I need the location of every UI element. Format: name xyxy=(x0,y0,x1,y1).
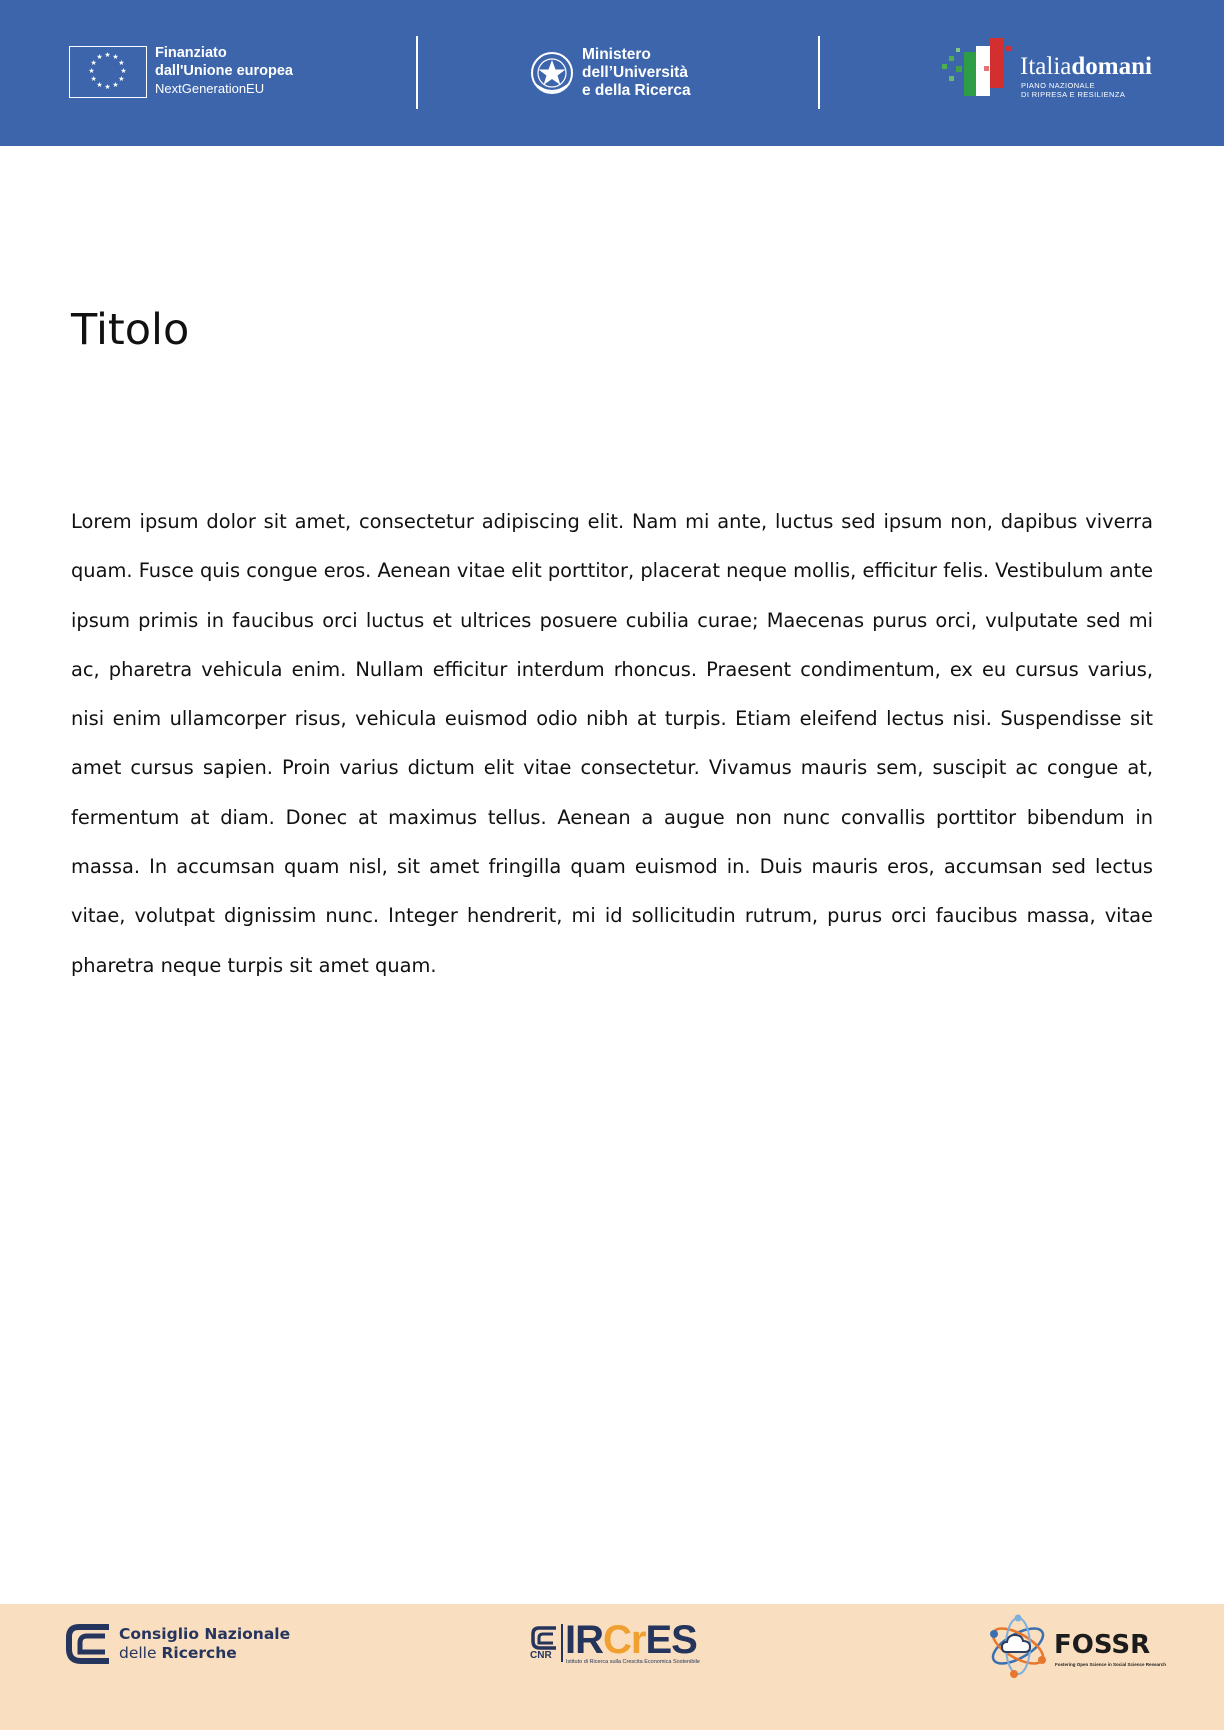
italiadomani-sub-2: DI RIPRESA E RESILIENZA xyxy=(1021,89,1126,99)
funding-header xyxy=(0,0,1224,146)
ministry-logo xyxy=(527,44,707,102)
italiadomani-logo xyxy=(940,36,1155,102)
partners-footer xyxy=(0,1604,1224,1730)
italiadomani-sub-1: PIANO NAZIONALE xyxy=(1021,81,1095,90)
ircres-cnr-label: CNR xyxy=(530,1650,552,1661)
ircres-separator xyxy=(561,1624,563,1662)
fossr-name: FOSSR xyxy=(1054,1630,1151,1660)
cnr-emblem-icon xyxy=(65,1619,113,1667)
header-divider xyxy=(416,36,418,109)
header-divider xyxy=(818,36,820,109)
ircres-logo xyxy=(530,1618,700,1668)
italiadomani-flag-icon xyxy=(940,36,1015,102)
svg-text:★: ★ xyxy=(112,53,119,62)
fossr-logo xyxy=(984,1612,1167,1680)
document-body: Lorem ipsum dolor sit amet, consectetur adipiscing elit. Nam mi ante, luctus sed ipsum non, dapibus viverra quam. Fusce quis congue eros. Aenean vitae elit porttitor, placerat neque mollis, efficitur felis. Vestibulum ante ipsum primis in faucibus orci luctus et ultrices posuere cubilia curae; Maecenas purus orci, vulputate sed mi ac, pharetra vehicula enim. Nullam efficitur interdum rhoncus. Praesent condimentum, ex eu cursus varius, nisi enim ullamcorper risus, vehicula euismod odio nibh at turpis. Etiam eleifend lectus nisi. Suspendisse sit amet cursus sapien. Proin varius dictum elit vitae consectetur. Vivamus mauris sem, suscipit ac congue at, fermentum at diam. Donec at maximus tellus. Aenean a augue non nunc convallis porttitor bibendum in massa. In accumsan quam nisl, sit amet fringilla quam euismod in. Duis mauris eros, accumsan sed lectus vitae, volutpat dignissim nunc. Integer hendrerit, mi id sollicitudin rutrum, purus orci faucibus massa, vitae pharetra neque turpis sit amet quam. xyxy=(71,510,1153,977)
svg-text:★: ★ xyxy=(104,83,111,91)
cnr-logo xyxy=(65,1617,295,1671)
eu-label-financed: Finanziato xyxy=(155,45,227,61)
fossr-subtitle: Fostering Open Science in Social Science Research xyxy=(1055,1662,1167,1667)
fossr-atom-cloud-icon xyxy=(984,1612,1052,1680)
ministry-label-2: dell’Università xyxy=(582,64,688,81)
eu-label-nextgen: NextGenerationEU xyxy=(155,81,265,96)
republic-emblem-icon xyxy=(529,48,575,98)
italiadomani-name: Italiadomani xyxy=(1020,53,1152,80)
svg-text:★: ★ xyxy=(90,59,97,67)
svg-text:★: ★ xyxy=(104,51,111,59)
document-title: Titolo xyxy=(71,305,190,355)
svg-text:★: ★ xyxy=(96,53,103,62)
svg-text:★: ★ xyxy=(96,80,103,89)
ircres-subtitle: Istituto di Ricerca sulla Crescita Economica Sostenibile xyxy=(566,1659,700,1665)
eu-label-union: dall'Unione europea xyxy=(155,63,293,79)
svg-text:★: ★ xyxy=(90,75,97,83)
svg-text:★: ★ xyxy=(118,75,125,83)
eu-flag-icon xyxy=(69,46,147,98)
ministry-label-1: Ministero xyxy=(582,46,651,63)
svg-text:★: ★ xyxy=(120,67,127,75)
cnr-label-2: delle Ricerche xyxy=(119,1644,237,1662)
svg-text:★: ★ xyxy=(88,67,95,75)
eu-funding-logo xyxy=(69,44,309,102)
cnr-label-1: Consiglio Nazionale xyxy=(119,1625,291,1643)
svg-text:★: ★ xyxy=(112,80,119,89)
svg-text:★: ★ xyxy=(118,59,125,67)
ministry-label-3: e della Ricerca xyxy=(582,82,691,99)
ircres-name: IRCrES xyxy=(565,1618,697,1662)
